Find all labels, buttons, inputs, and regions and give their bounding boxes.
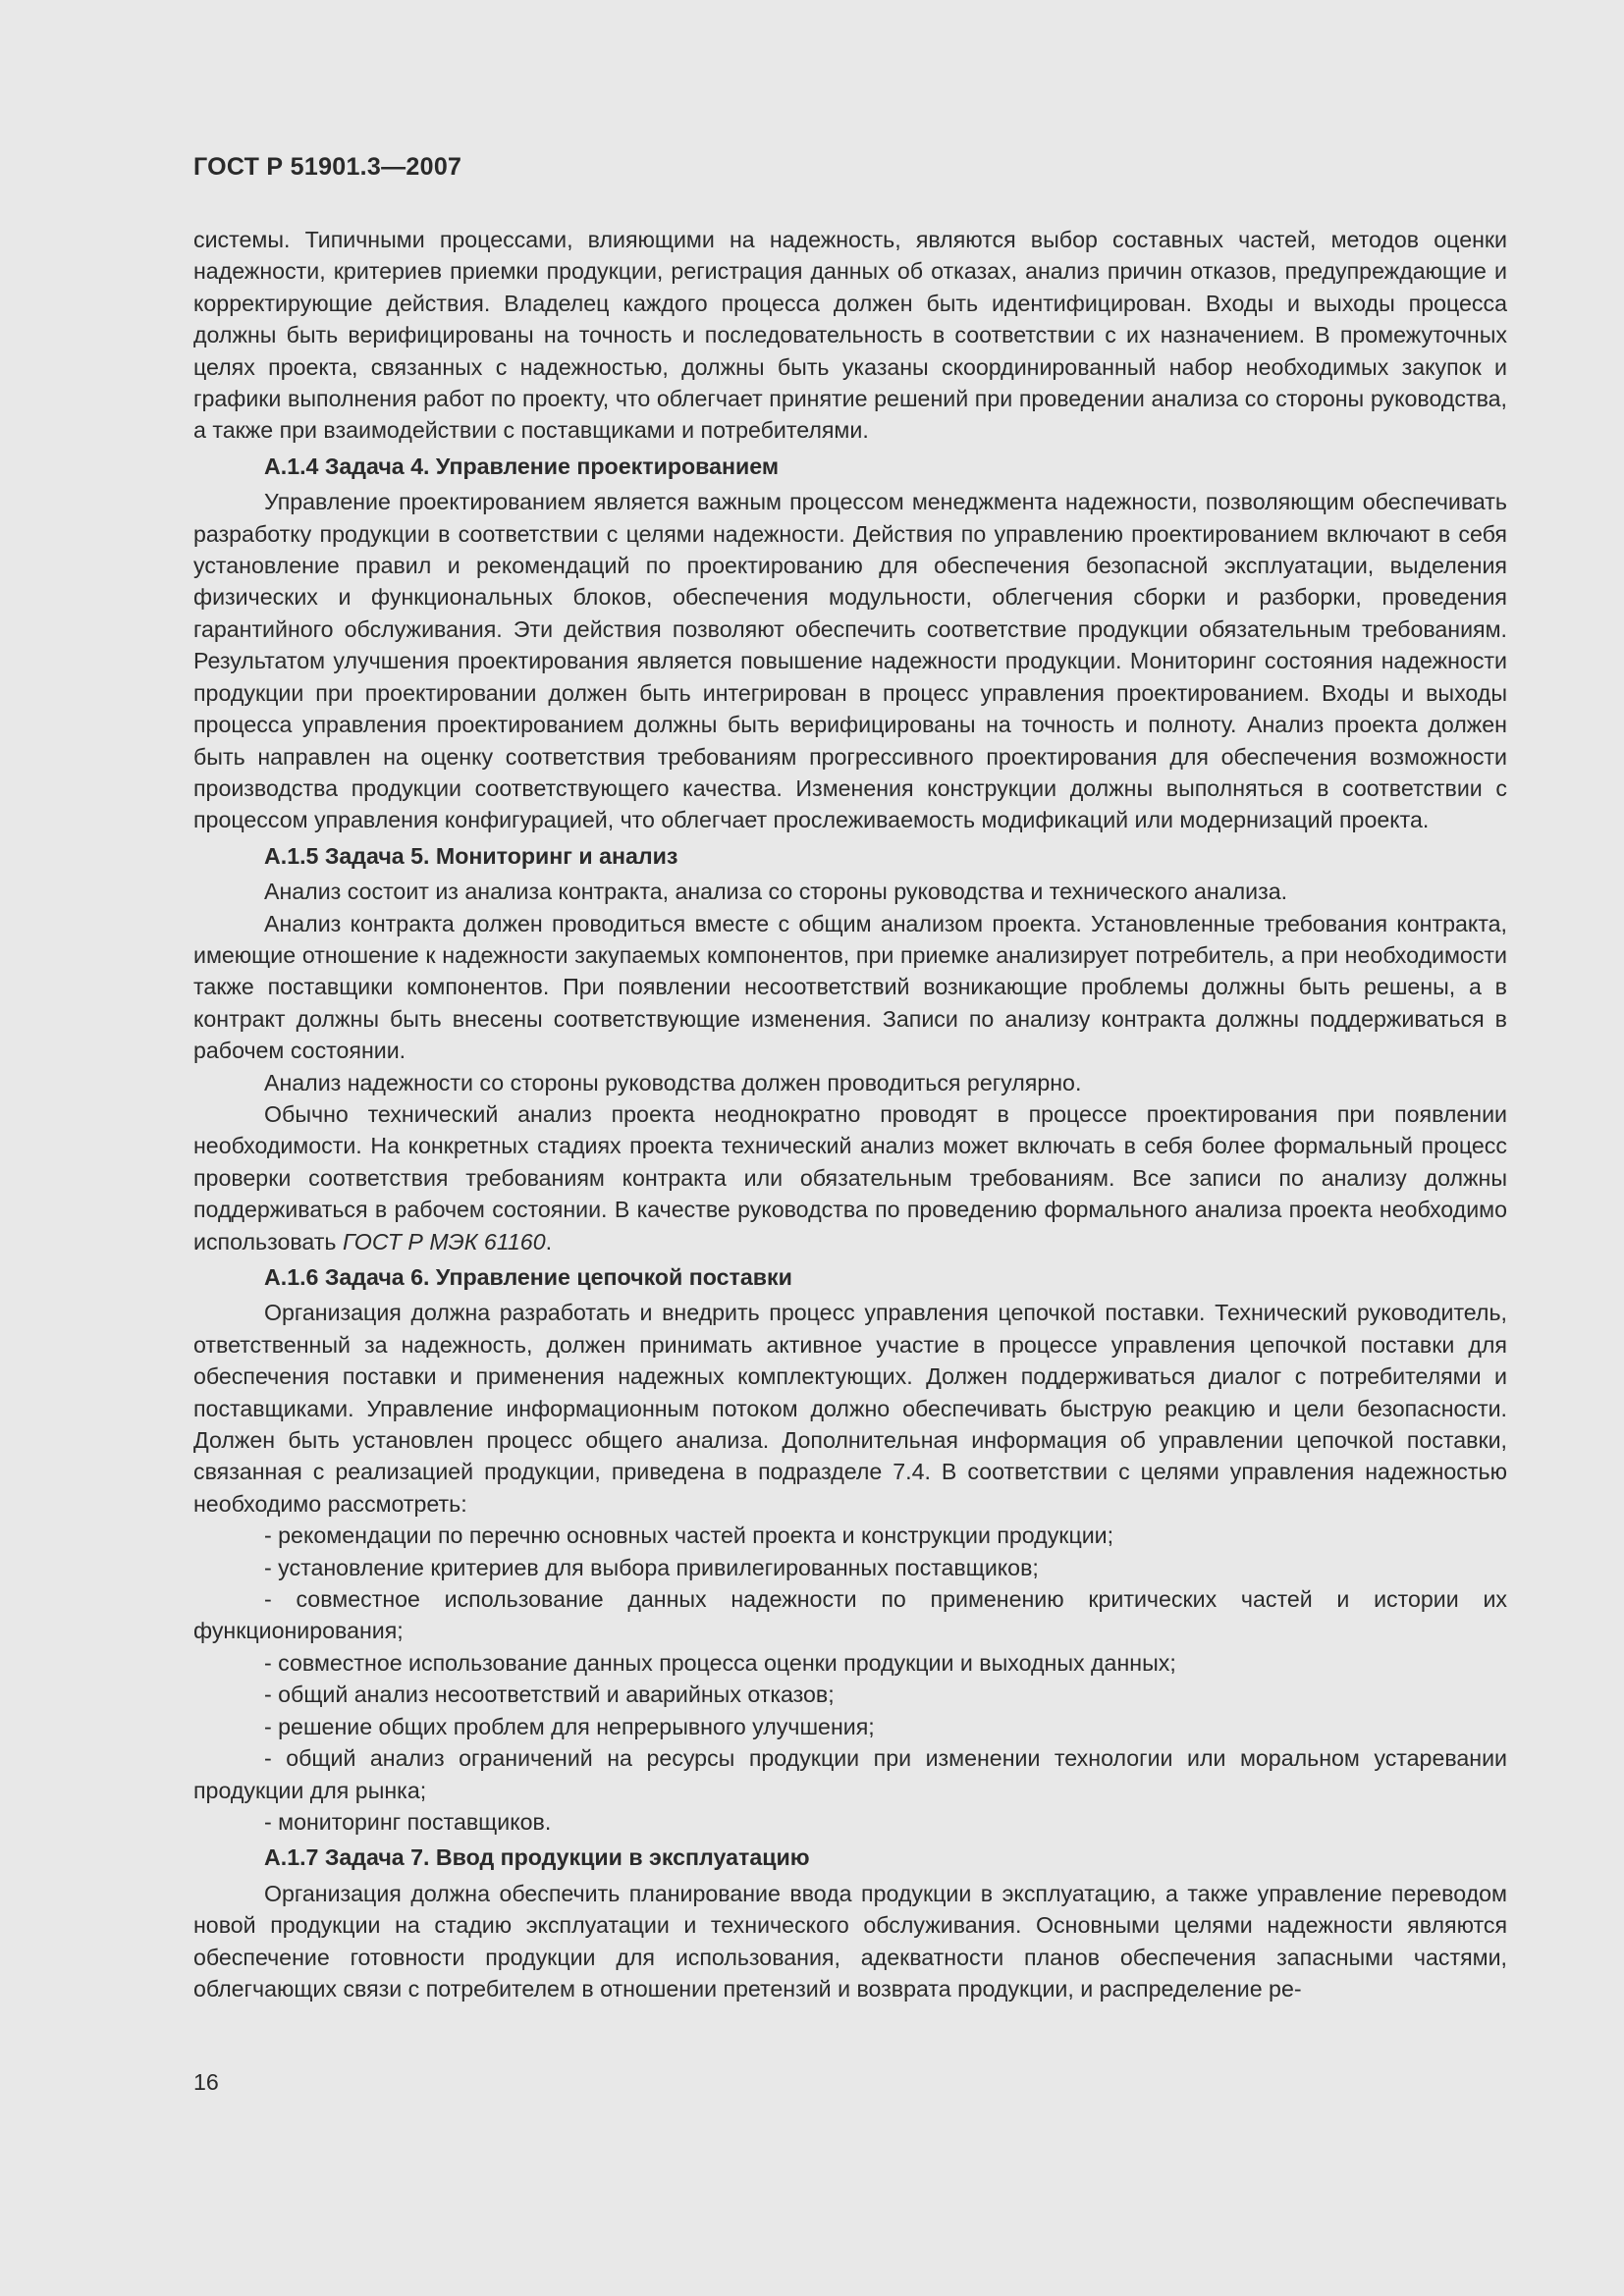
technical-analysis-end: . [545,1228,553,1255]
section-heading-a15: А.1.5 Задача 5. Мониторинг и анализ [264,842,678,869]
document-header: ГОСТ Р 51901.3—2007 [193,153,462,181]
list-item: - общий анализ ограничений на ресурсы продукции при изменении технологии или моральном устаревании продукции для рынка; [193,1745,1507,1803]
paragraph-design-control: Управление проектированием является важным процессом менеджмента надежности, позволяющим обеспечивать разработку продукции в соответствии с целями надежности. Действия по управлению проектированием включают в себя установление правил и рекомендаций по проектированию для обеспечения безопасной эксплуатации, выделения физических и функциональных блоков, обеспечения модульности, облегчения сборки и разборки, проведения гарантийного обслуживания. Эти действия позволяют обеспечить соответствие продукции обязательным требованиям. Результатом улучшения проектирования является повышение надежности продукции. Мониторинг состояния надежности продукции при проектировании должен быть интегрирован в процесс управления проектированием. Входы и выходы процесса управления проектированием должны быть верифицированы на точность и полноту. Анализ проекта должен быть направлен на оценку соответствия требованиям прогрессивного проектирования для обеспечения возможности производства продукции соответствующего качества. Изменения конструкции должны выполняться в соответствии с процессом управления конфигурацией, что облегчает прослеживаемость модификаций или модернизаций проекта. [193,489,1507,833]
section-heading-a17: А.1.7 Задача 7. Ввод продукции в эксплуатацию [264,1844,810,1871]
paragraph-analysis-types: Анализ состоит из анализа контракта, анализа со стороны руководства и технического анализа. [264,879,1288,905]
paragraph-supply-chain: Организация должна разработать и внедрить процесс управления цепочкой поставки. Технический руководитель, ответственный за надежность, должен принимать активное участие в процессе управления цепочкой поставки для обеспечения поставки и применения надежных комплектующих. Должен поддерживаться диалог с потребителями и поставщиками. Управление информационным потоком должно обеспечивать быструю реакцию и цели безопасности. Должен быть установлен процесс общего анализа. Дополнительная информация об управлении цепочкой поставки, связанная с реализацией продукции, приведена в подразделе 7.4. В соответствии с целями управления надежностью необходимо рассмотреть: [193,1300,1507,1517]
list-item: - совместное использование данных процесса оценки продукции и выходных данных; [264,1649,1176,1676]
page-number: 16 [193,2069,219,2095]
paragraph-commissioning: Организация должна обеспечить планирование ввода продукции в эксплуатацию, а также управление переводом новой продукции на стадию эксплуатации и технического обслуживания. Основными целями надежности являются обеспечение готовности продукции для использования, адекватности планов обеспечения запасными частями, облегчающих связи с потребителем в отношении претензий и возврата продукции, и распределение ре- [193,1880,1507,2002]
paragraph-intro: системы. Типичными процессами, влияющими на надежность, являются выбор составных частей, методов оценки надежности, критериев приемки продукции, регистрация данных об отказах, анализ причин отказов, предупреждающие и корректирующие действия. Владелец каждого процесса должен быть идентифицирован. Входы и выходы процесса должны быть верифицированы на точность и последовательность в соответствии с их назначением. В промежуточных целях проекта, связанных с надежностью, должны быть указаны скоординированный набор необходимых закупок и графики выполнения работ по проекту, что облегчает принятие решений при проведении анализа со стороны руководства, а также при взаимодействии с поставщиками и потребителями. [193,227,1507,444]
section-heading-a16: А.1.6 Задача 6. Управление цепочкой поставки [264,1264,792,1290]
list-item: - решение общих проблем для непрерывного улучшения; [264,1713,875,1739]
document-body [193,224,1507,2004]
list-item: - установление критериев для выбора привилегированных поставщиков; [264,1554,1039,1580]
technical-analysis-text: Обычно технический анализ проекта неоднократно проводят в процессе проектирования при появлении необходимости. На конкретных стадиях проекта технический анализ может включать в себя более формальный процесс проверки соответствия требованиям контракта или обязательным требованиям. Все записи по анализу должны поддерживаться в рабочем состоянии. В качестве руководства по проведению формального анализа проекта необходимо использовать [193,1100,1507,1255]
list-item: - общий анализ несоответствий и аварийных отказов; [264,1682,835,1708]
paragraph-technical-analysis [193,1098,1507,1257]
paragraph-management-review: Анализ надежности со стороны руководства должен проводиться регулярно. [264,1069,1082,1095]
paragraph-contract-analysis: Анализ контракта должен проводиться вместе с общим анализом проекта. Установленные требования контракта, имеющие отношение к надежности закупаемых компонентов, при приемке анализирует потребитель, а при необходимости также поставщики компонентов. При появлении несоответствий возникающие проблемы должны быть решены, а в контракт должны быть внесены соответствующие изменения. Записи по анализу контракта должны поддерживаться в рабочем состоянии. [193,910,1507,1064]
list-item: - мониторинг поставщиков. [264,1808,552,1835]
standard-reference: ГОСТ Р МЭК 61160 [342,1228,546,1255]
list-item: - рекомендации по перечню основных частей проекта и конструкции продукции; [264,1522,1114,1549]
section-heading-a14: А.1.4 Задача 4. Управление проектированием [264,453,779,479]
list-item: - совместное использование данных надежности по применению критических частей и истории их функционирования; [193,1586,1507,1644]
